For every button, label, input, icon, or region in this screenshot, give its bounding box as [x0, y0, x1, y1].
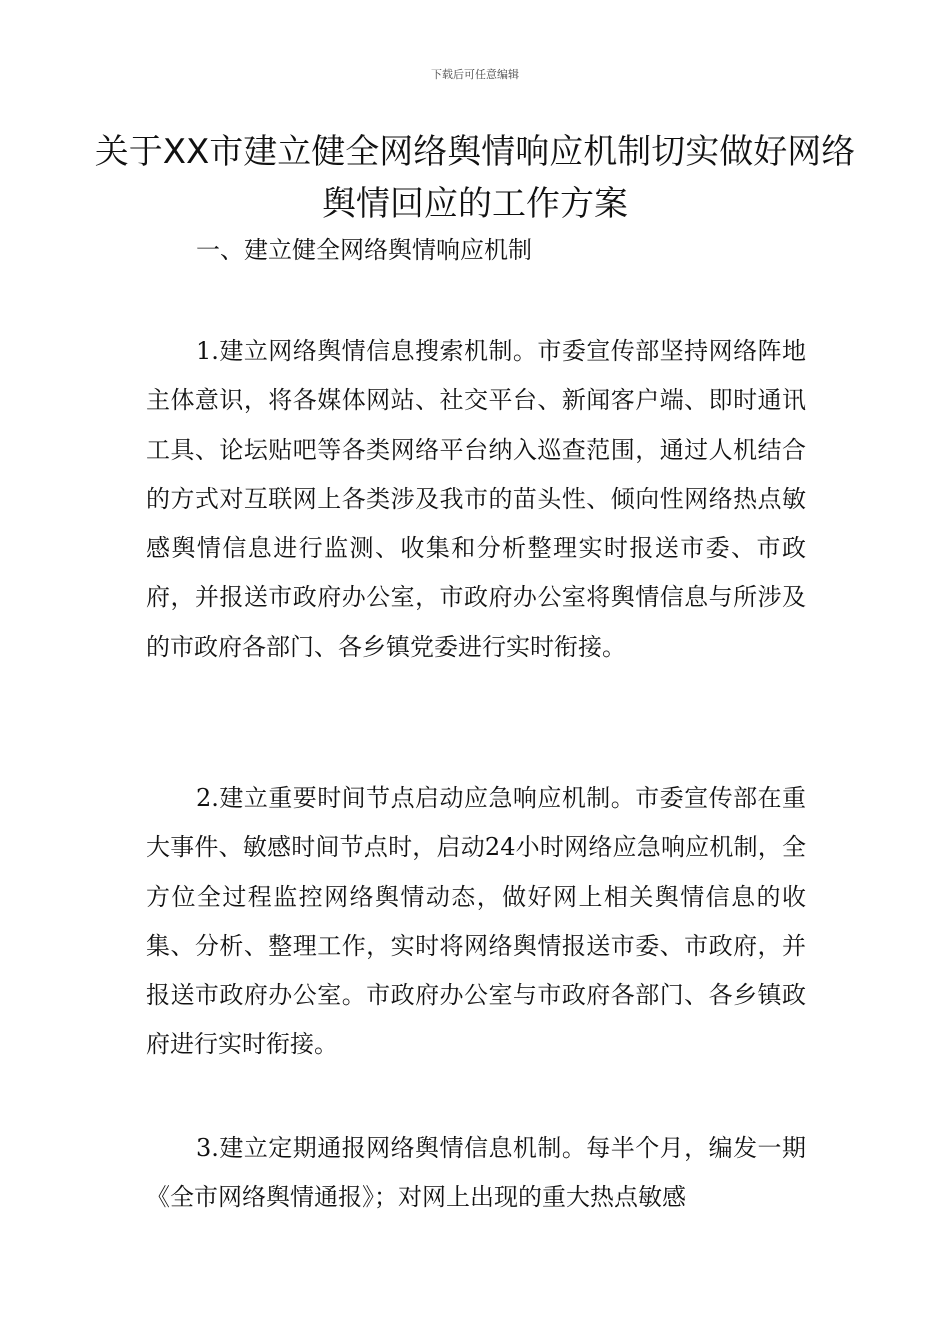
paragraph-3: 3.建立定期通报网络舆情信息机制。每半个月，编发一期《全市网络舆情通报》；对网上出现的重大热点敏感: [146, 1134, 806, 1212]
header-note: 下载后可任意编辑: [431, 68, 519, 81]
document-title: 关于XX市建立健全网络舆情响应机制切实做好网络舆情回应的工作方案: [94, 132, 856, 224]
paragraph-1: 1.建立网络舆情信息搜索机制。市委宣传部坚持网络阵地主体意识，将各媒体网站、社交平台、新闻客户端、即时通讯工具、论坛贴吧等各类网络平台纳入巡查范围，通过人机结合的方式对互联网上各类涉及我市的苗头性、倾向性网络热点敏感舆情信息进行监测、收集和分析整理实时报送市委、市政府，并报送市政府办公室，市政府办公室将舆情信息与所涉及的市政府各部门、各乡镇党委进行实时衔接。: [146, 337, 806, 661]
section-heading: 一、建立健全网络舆情响应机制: [196, 236, 532, 264]
paragraph-2: 2.建立重要时间节点启动应急响应机制。市委宣传部在重大事件、敏感时间节点时，启动24小时网络应急响应机制，全方位全过程监控网络舆情动态，做好网上相关舆情信息的收集、分析、整理工作，实时将网络舆情报送市委、市政府，并报送市政府办公室。市政府办公室与市政府各部门、各乡镇政府进行实时衔接。: [146, 784, 806, 1059]
